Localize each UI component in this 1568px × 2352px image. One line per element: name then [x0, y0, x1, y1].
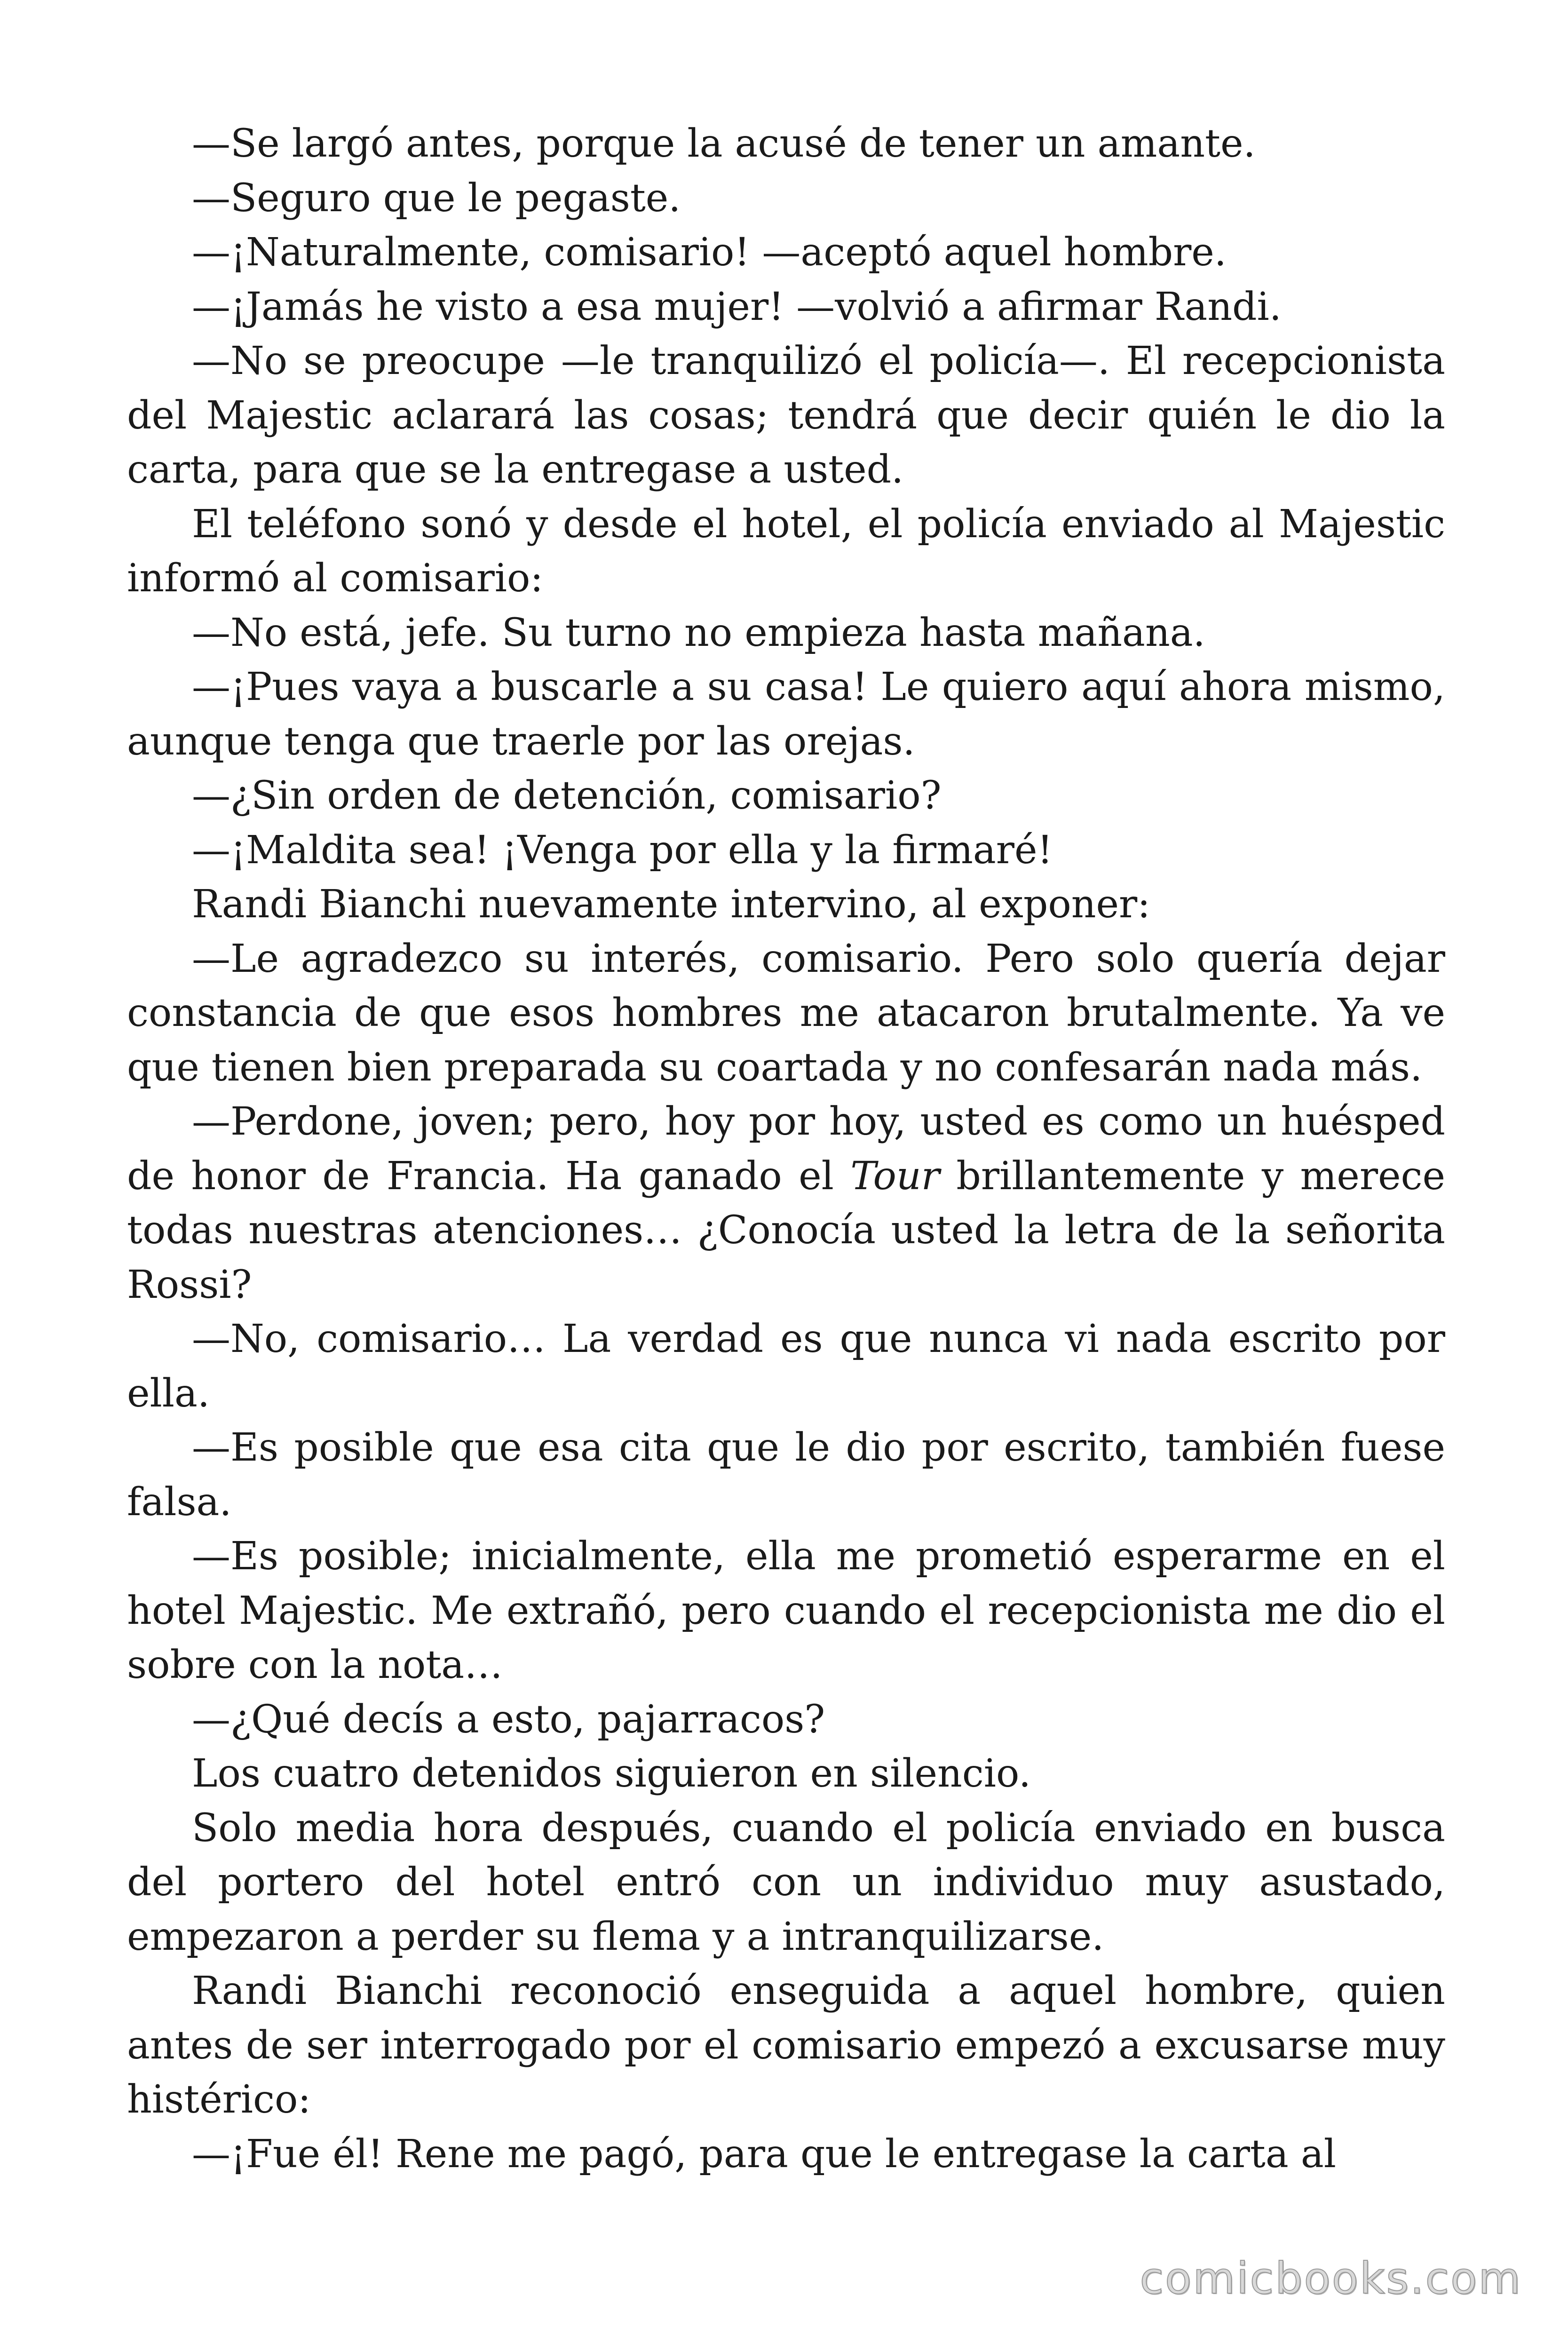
paragraph: —¡Maldita sea! ¡Venga por ella y la firmaré!: [192, 827, 1053, 873]
paragraph: Randi Bianchi reconoció enseguida a aquel hombre, quien antes de ser interrogado por el comisario empezó a excusarse muy histérico:: [127, 1969, 1445, 2122]
paragraph: —No está, jefe. Su turno no empieza hasta mañana.: [192, 610, 1205, 655]
paragraph-text-before: —Perdone, joven; pero, hoy por hoy, usted es como un huésped de honor de Francia. Ha ganado el: [127, 1099, 1445, 1199]
paragraph: El teléfono sonó y desde el hotel, el policía enviado al Majestic informó al comisario:: [127, 501, 1445, 601]
paragraph: —¿Qué decís a esto, pajarracos?: [192, 1697, 825, 1742]
paragraph: Los cuatro detenidos siguieron en silencio.: [192, 1751, 1031, 1796]
paragraph: Randi Bianchi nuevamente intervino, al exponer:: [192, 882, 1150, 927]
paragraph: —No se preocupe —le tranquilizó el policía—. El recepcionista del Majestic aclarará las cosas; tendrá que decir quién le dio la carta, para que se la entregase a usted.: [127, 339, 1445, 492]
paragraph-text-after: brillantemente y merece todas nuestras atenciones… ¿Conocía usted la letra de la señorita Rossi?: [127, 1153, 1445, 1307]
paragraph: —Es posible que esa cita que le dio por escrito, también fuese falsa.: [127, 1425, 1445, 1525]
page-body: [127, 117, 1445, 2181]
italic-word: Tour: [850, 1153, 940, 1199]
paragraph: —¿Sin orden de detención, comisario?: [192, 773, 942, 818]
paragraph: —No, comisario… La verdad es que nunca vi nada escrito por ella.: [127, 1317, 1445, 1416]
paragraph: —¡Naturalmente, comisario! —aceptó aquel hombre.: [192, 230, 1227, 275]
paragraph: —Seguro que le pegaste.: [192, 175, 681, 221]
paragraph: —¡Pues vaya a buscarle a su casa! Le quiero aquí ahora mismo, aunque tenga que traerle por las orejas.: [127, 665, 1445, 764]
paragraph: —Se largó antes, porque la acusé de tener un amante.: [192, 121, 1256, 166]
paragraph: —¡Fue él! Rene me pagó, para que le entregase la carta al: [192, 2131, 1336, 2177]
paragraph: —¡Jamás he visto a esa mujer! —volvió a afirmar Randi.: [192, 284, 1282, 329]
paragraph: Solo media hora después, cuando el policía enviado en busca del portero del hotel entró con un individuo muy asustado, empezaron a perder su flema y a intranquilizarse.: [127, 1805, 1445, 1959]
paragraph: —Le agradezco su interés, comisario. Pero solo quería dejar constancia de que esos hombres me atacaron brutalmente. Ya ve que tienen bien preparada su coartada y no confesarán nada más.: [127, 936, 1445, 1090]
watermark-logo: comicbooks.com: [1140, 2253, 1522, 2304]
paragraph: —Es posible; inicialmente, ella me prometió esperarme en el hotel Majestic. Me extrañó, pero cuando el recepcionista me dio el sobre con la nota…: [127, 1534, 1445, 1687]
paragraph-with-emphasis: [127, 1095, 1445, 1312]
